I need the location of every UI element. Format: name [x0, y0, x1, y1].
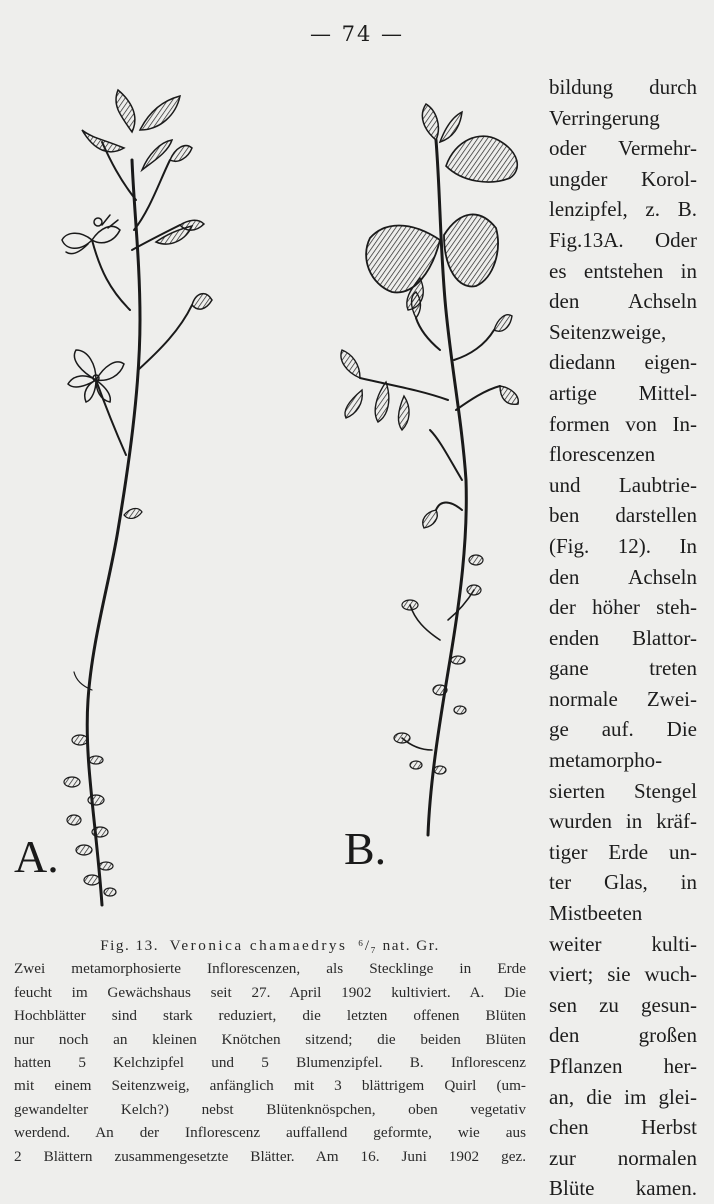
column-line: Mistbeeten: [549, 901, 643, 926]
column-line: sen zu gesun-: [549, 992, 697, 1017]
caption-scale: ⁶/₇ nat. Gr.: [358, 937, 440, 954]
column-line: Pflanzen her-: [549, 1054, 697, 1078]
column-line: wurden in kräf-: [549, 809, 697, 834]
caption-line: gewandelter Kelch?) nebst Blütenknöspchen, oben vegetativ: [14, 1100, 526, 1118]
column-line: der höher steh-: [549, 595, 697, 620]
column-line: den großen: [549, 1023, 697, 1048]
column-line: chen Herbst: [549, 1115, 697, 1140]
caption-heading: [14, 934, 526, 957]
column-line: den Achseln: [549, 564, 697, 589]
figure-caption: [14, 934, 526, 1168]
column-line: an, die im glei-: [549, 1084, 697, 1109]
caption-line: Hochblätter sind stark reduziert, die letzten offenen Blüten: [14, 1007, 526, 1025]
column-line: es entstehen in: [549, 258, 697, 283]
column-line: (Fig. 12). In: [549, 533, 697, 558]
column-line: normale Zwei-: [549, 686, 697, 711]
column-line: und Laubtrie-: [549, 472, 697, 497]
plant-b-drawing: [341, 104, 518, 835]
caption-line: nur noch an kleinen Knötchen sitzend; die beiden Blüten: [14, 1030, 526, 1048]
column-line: weiter kulti-: [549, 931, 697, 956]
column-line: gane treten: [549, 656, 697, 681]
column-line: ge auf. Die: [549, 717, 697, 742]
figure-label-a: A.: [14, 831, 59, 882]
caption-line: Zwei metamorphosierte Inflorescenzen, als Stecklinge in Erde: [14, 960, 526, 978]
caption-fig-label: Fig. 13.: [100, 937, 160, 954]
caption-line: mit einem Seitenzweig, anfänglich mit 3 blättrigem Quirl (um-: [14, 1077, 526, 1095]
column-line: ungder Korol-: [549, 166, 697, 191]
column-line: bildung durch: [549, 75, 697, 99]
figure-illustration: [0, 60, 545, 930]
column-line: sierten Stengel: [549, 778, 697, 803]
column-line: enden Blattor-: [549, 625, 697, 650]
page-number: — 74 —: [309, 22, 405, 46]
column-line: lenzipfel, z. B.: [549, 197, 697, 222]
column-line: viert; sie wuch-: [549, 962, 697, 987]
figure-label-b: B.: [344, 823, 387, 874]
column-line: formen von In-: [549, 411, 697, 436]
caption-line: hatten 5 Kelchzipfel und 5 Blumenzipfel. B. Inflorescenz: [14, 1054, 526, 1072]
column-line: diedann eigen-: [549, 350, 697, 375]
column-line: zur normalen: [549, 1145, 697, 1170]
column-line: florescenzen: [549, 442, 656, 467]
column-line: den Achseln: [549, 289, 697, 314]
botanical-drawing: [0, 60, 545, 930]
column-line: Fig.13A. Oder: [549, 227, 697, 252]
column-line: Blüte kamen.: [549, 1176, 697, 1201]
plant-a-drawing: [62, 90, 212, 905]
column-line: ben darstellen: [549, 503, 697, 528]
caption-line: 2 Blättern zusammengesetzte Blätter. Am 16. Juni 1902 gez.: [14, 1147, 526, 1165]
column-line: Seitenzweige,: [549, 319, 667, 344]
caption-species: Veronica chamaedrys: [169, 937, 348, 954]
column-line: ter Glas, in: [549, 870, 697, 895]
caption-line: werdend. An der Inflorescenz auffallend geformte, wie aus: [14, 1124, 526, 1142]
caption-line: feucht im Gewächshaus seit 27. April 1902 kultiviert. A. Die: [14, 983, 526, 1001]
column-line: oder Vermehr-: [549, 136, 697, 161]
column-line: metamorpho-: [549, 748, 663, 773]
column-line: tiger Erde un-: [549, 839, 697, 864]
column-line: artige Mittel-: [549, 380, 697, 405]
body-text-column: [549, 72, 697, 1204]
column-line: Verringerung: [549, 105, 660, 130]
